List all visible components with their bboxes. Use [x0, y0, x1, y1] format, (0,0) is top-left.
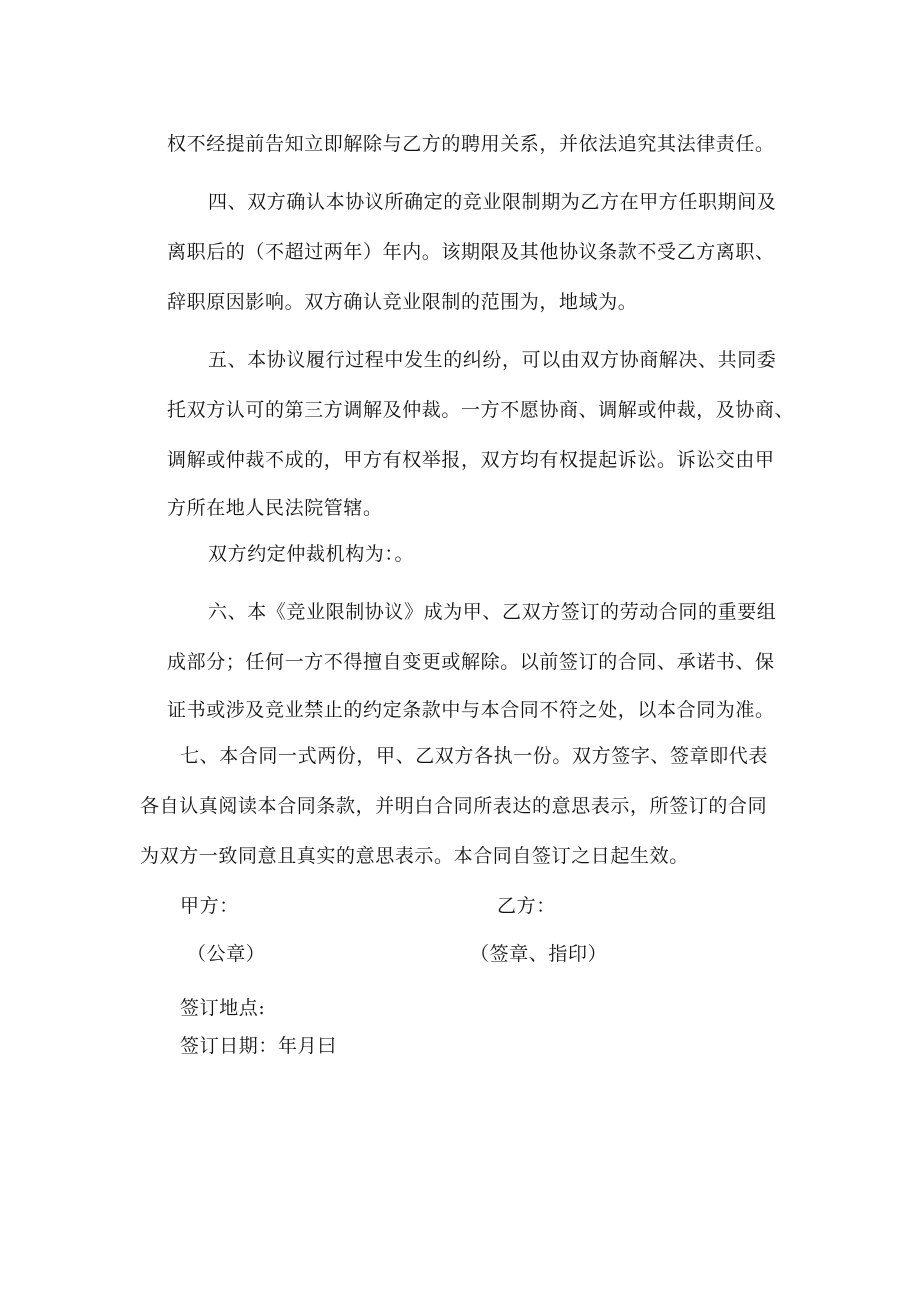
text-line-5: 五、本协议履行过程中发生的纠纷，可以由双方协商解决、共同委: [208, 349, 777, 371]
text-line-8: 方所在地人民法院管辖。: [167, 497, 383, 519]
text-line-9: 双方约定仲裁机构为：。: [208, 543, 415, 565]
text-line-4: 辞职原因影响。双方确认竞业限制的范围为，地域为。: [167, 291, 638, 313]
text-line-12: 证书或涉及竞业禁止的约定条款中与本合同不符之处，以本合同为准。: [167, 699, 775, 721]
party-b-seal: （签章、指印）: [470, 943, 608, 965]
text-line-1: 权不经提前告知立即解除与乙方的聘用关系，并依法追究其法律责任。: [167, 133, 775, 155]
party-b-label: 乙方：: [497, 895, 556, 917]
text-line-15: 为双方一致同意且真实的意思表示。本合同自签订之日起生效。: [140, 845, 689, 867]
text-line-6: 托双方认可的第三方调解及仲裁。一方不愿协商、调解或仲裁，及协商、: [167, 399, 795, 421]
sign-place: 签订地点:: [180, 997, 266, 1019]
text-line-7: 调解或仲裁不成的，甲方有权举报，双方均有权提起诉讼。诉讼交由甲: [167, 449, 775, 471]
party-a-label: 甲方：: [180, 895, 239, 917]
text-line-14: 各自认真阅读本合同条款，并明白合同所表达的意思表示，所签订的合同: [140, 795, 768, 817]
party-a-seal: （公章）: [187, 943, 266, 965]
text-line-10: 六、本《竞业限制协议》成为甲、乙双方签订的劳动合同的重要组: [208, 601, 777, 623]
sign-date: 签订日期：年月曰: [180, 1035, 337, 1057]
text-line-3: 离职后的（不超过两年）年内。该期限及其他协议条款不受乙方离职、: [167, 241, 775, 263]
text-line-13: 七、本合同一式两份，甲、乙双方各执一份。双方签字、签章即代表: [180, 745, 769, 767]
text-line-11: 成部分；任何一方不得擅自变更或解除。以前签订的合同、承诺书、保: [167, 651, 775, 673]
text-line-2: 四、双方确认本协议所确定的竞业限制期为乙方在甲方任职期间及: [208, 191, 777, 213]
